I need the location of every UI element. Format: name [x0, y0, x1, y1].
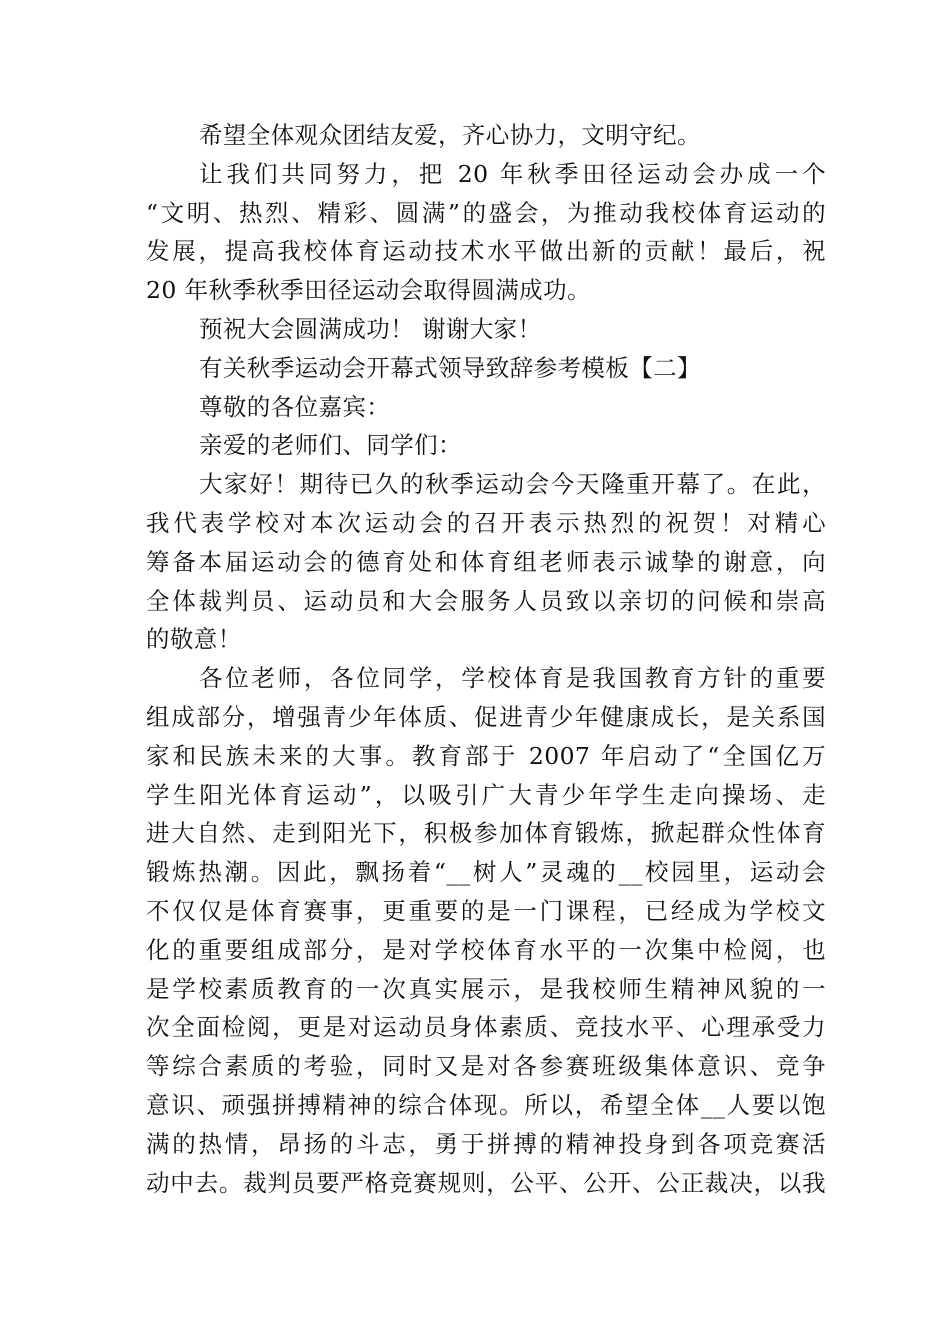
text-line: 我代表学校对本次运动会的召开表示热烈的祝贺！对精心	[146, 508, 826, 537]
text-line: 意识、顽强拼搏精神的综合体现。所以，希望全体__人要以饱	[146, 1090, 826, 1119]
text-line: 是学校素质教育的一次真实展示，是我校师生精神风貌的一	[146, 974, 826, 1003]
text-line: 有关秋季运动会开幕式领导致辞参考模板【二】	[199, 353, 701, 382]
text-line: 20 年秋季秋季田径运动会取得圆满成功。	[146, 276, 591, 305]
text-line: 筹备本届运动会的德育处和体育组老师表示诚挚的谢意，向	[146, 547, 826, 576]
text-line: 进大自然、走到阳光下，积极参加体育锻炼，掀起群众性体育	[146, 819, 826, 848]
text-line: 全体裁判员、运动员和大会服务人员致以亲切的问候和崇高	[146, 586, 826, 615]
text-line: 大家好！期待已久的秋季运动会今天隆重开幕了。在此，	[199, 470, 826, 499]
text-line: 不仅仅是体育赛事，更重要的是一门课程，已经成为学校文	[146, 896, 826, 925]
text-line: 化的重要组成部分，是对学校体育水平的一次集中检阅，也	[146, 935, 826, 964]
text-line: 亲爱的老师们、同学们：	[199, 431, 462, 460]
text-line: 的敬意！	[146, 625, 242, 654]
text-line: 预祝大会圆满成功！ 谢谢大家！	[199, 314, 542, 343]
text-line: 等综合素质的考验，同时又是对各参赛班级集体意识、竞争	[146, 1052, 826, 1081]
text-line: 锻炼热潮。因此，飘扬着“__树人”灵魂的__校园里，运动会	[146, 858, 826, 887]
document-body	[146, 116, 826, 1202]
text-line: 满的热情，昂扬的斗志，勇于拼搏的精神投身到各项竞赛活	[146, 1129, 826, 1158]
text-line: 发展，提高我校体育运动技术水平做出新的贡献！最后，祝	[146, 237, 826, 266]
text-line: 次全面检阅，更是对运动员身体素质、竞技水平、心理承受力	[146, 1013, 826, 1042]
text-line: “文明、热烈、精彩、圆满”的盛会，为推动我校体育运动的	[146, 198, 826, 227]
text-line: 尊敬的各位嘉宾：	[199, 392, 391, 421]
text-line: 组成部分，增强青少年体质、促进青少年健康成长，是关系国	[146, 702, 826, 731]
text-line: 希望全体观众团结友爱，齐心协力，文明守纪。	[199, 121, 701, 149]
text-line: 各位老师，各位同学，学校体育是我国教育方针的重要	[199, 664, 826, 693]
text-line: 学生阳光体育运动”，以吸引广大青少年学生走向操场、走	[146, 780, 826, 809]
text-line: 让我们共同努力，把 20 年秋季田径运动会办成一个	[199, 159, 826, 188]
text-line: 家和民族未来的大事。教育部于 2007 年启动了“全国亿万	[146, 741, 826, 770]
text-line: 动中去。裁判员要严格竞赛规则，公平、公开、公正裁决，以我	[146, 1168, 826, 1197]
